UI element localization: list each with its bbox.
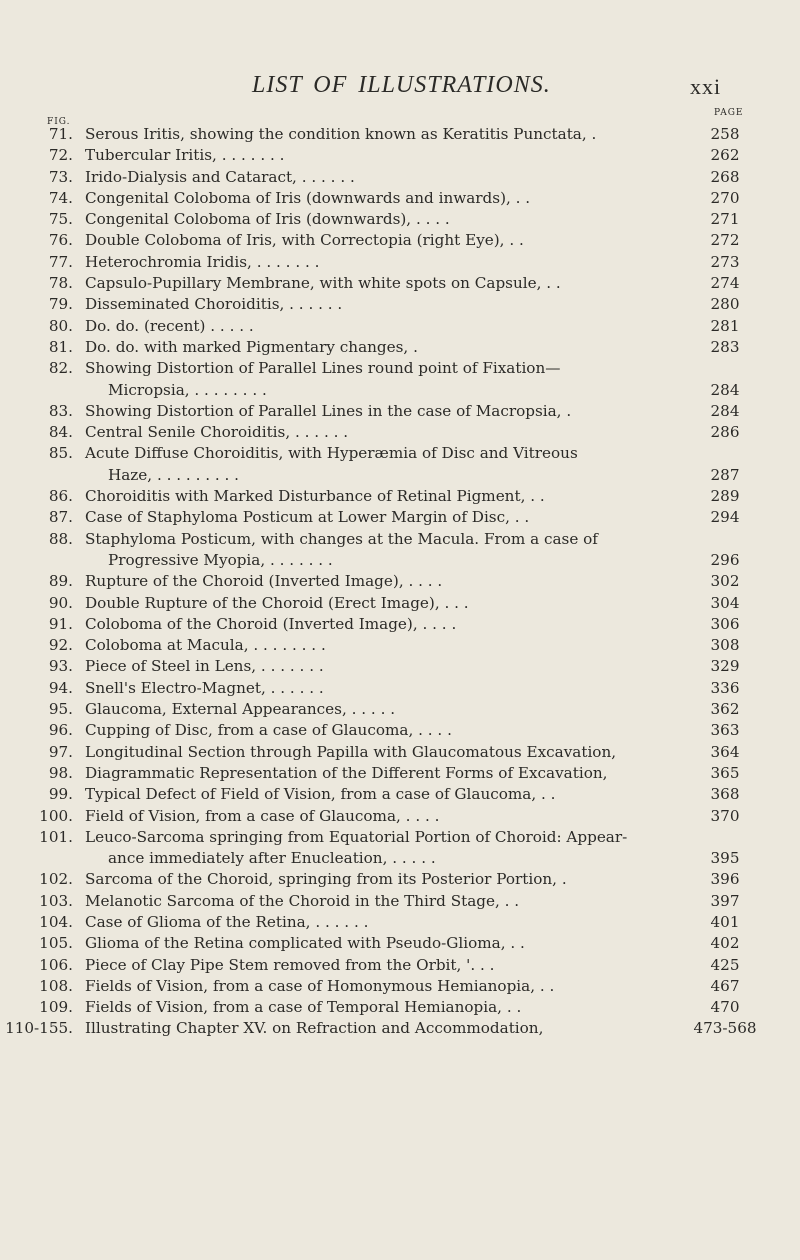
figure-number: 91.: [48, 614, 73, 633]
page-number: 467: [710, 976, 740, 995]
figure-number: 83.: [48, 401, 73, 420]
page-numeral: xxi: [690, 74, 722, 99]
figure-title: Longitudinal Section through Papilla with Glaucomatous Excavation,: [85, 742, 617, 761]
figure-number: 109.: [39, 998, 73, 1017]
figure-title: Disseminated Choroiditis, . . . . . .: [85, 295, 343, 314]
figure-title: Acute Diffuse Choroiditis, with Hyperæmia of Disc and Vitreous: [85, 444, 578, 463]
page-number: 336: [710, 678, 740, 697]
list-item: [0, 635, 800, 656]
figure-title: Serous Iritis, showing the condition known as Keratitis Punctata, .: [85, 125, 597, 143]
figure-title: Field of Vision, from a case of Glaucoma, . . . .: [85, 806, 440, 825]
figure-number: 100.: [39, 806, 73, 825]
list-item: [0, 763, 800, 784]
figure-title: Glioma of the Retina complicated with Pseudo-Glioma, . .: [85, 934, 525, 953]
figure-number: 75.: [48, 210, 73, 229]
page-number: 473-568: [693, 1019, 757, 1038]
page-number: 397: [710, 891, 740, 910]
figure-number: 87.: [48, 508, 73, 527]
figure-number: 108.: [39, 976, 73, 995]
page-number: 284: [710, 380, 740, 399]
figure-number: 97.: [48, 742, 73, 761]
page-number: 302: [710, 572, 740, 591]
figure-title: Leuco-Sarcoma springing from Equatorial Portion of Choroid: Appear-: [85, 827, 628, 846]
figure-number: 106.: [39, 955, 73, 974]
page-number: 258: [710, 125, 740, 143]
list-item: [0, 167, 800, 188]
figure-title: Double Coloboma of Iris, with Correctopia (right Eye), . .: [85, 231, 524, 250]
figure-number: 101.: [39, 827, 73, 846]
figure-title: Coloboma of the Choroid (Inverted Image), . . . .: [85, 614, 457, 633]
figure-number: 78.: [48, 274, 73, 293]
page-number: 401: [710, 912, 740, 931]
list-item-continuation: [0, 380, 800, 401]
figure-title: Case of Glioma of the Retina, . . . . . .: [85, 912, 369, 931]
list-item: [0, 593, 800, 614]
fig-column-heading: FIG.: [47, 117, 71, 127]
figure-title: Do. do. (recent) . . . . .: [85, 316, 254, 335]
page-number: 268: [710, 167, 740, 186]
page-number: 280: [710, 295, 740, 314]
figure-number: 96.: [48, 721, 73, 740]
page-number: 425: [710, 955, 740, 974]
page-number: 304: [710, 593, 740, 612]
page-number: 289: [710, 487, 740, 506]
figure-title: Choroiditis with Marked Disturbance of Retinal Pigment, . .: [85, 487, 545, 506]
figure-number: 80.: [48, 316, 73, 335]
figure-number: 84.: [48, 423, 73, 442]
page-number: 271: [710, 210, 740, 229]
figure-number: 90.: [48, 593, 73, 612]
figure-title: Double Rupture of the Choroid (Erect Image), . . .: [85, 593, 469, 612]
figure-number: 104.: [39, 912, 73, 931]
figure-number: 89.: [48, 572, 73, 591]
figure-number: 92.: [48, 636, 73, 655]
page-title: LIST OF ILLUSTRATIONS.: [252, 72, 551, 98]
page-column-heading: PAGE: [714, 108, 744, 118]
list-item: [0, 955, 800, 976]
figure-title: Case of Staphyloma Posticum at Lower Margin of Disc, . .: [85, 508, 530, 527]
list-item: [0, 806, 800, 827]
figure-title: Coloboma at Macula, . . . . . . . .: [85, 636, 326, 655]
page-number: 368: [710, 785, 740, 804]
figure-title: Fields of Vision, from a case of Homonymous Hemianopia, . .: [85, 976, 555, 995]
figure-title: Staphyloma Posticum, with changes at the Macula. From a case of: [85, 529, 598, 548]
figure-title: Do. do. with marked Pigmentary changes, .: [85, 337, 418, 356]
list-item: [0, 316, 800, 337]
figure-title: Melanotic Sarcoma of the Choroid in the Third Stage, . .: [85, 891, 520, 910]
page-number: 283: [710, 337, 740, 356]
page-number: 470: [710, 998, 740, 1017]
list-item-continuation: [0, 465, 800, 486]
figure-number: 95.: [48, 700, 73, 719]
list-item: [0, 230, 800, 251]
list-item: [0, 188, 800, 209]
figure-title: Typical Defect of Field of Vision, from a case of Glaucoma, . .: [85, 785, 556, 804]
figure-number: 72.: [48, 146, 73, 165]
page-number: 287: [710, 465, 740, 484]
list-item-continuation: [0, 550, 800, 571]
page-number: 329: [710, 657, 740, 676]
figure-title-continuation: Haze, . . . . . . . . .: [108, 465, 240, 484]
figure-number: 98.: [48, 763, 73, 782]
figure-title: Illustrating Chapter XV. on Refraction and Accommodation,: [85, 1019, 544, 1038]
figure-number: 103.: [39, 891, 73, 910]
figure-number: 94.: [48, 678, 73, 697]
list-item: [0, 252, 800, 273]
figure-title: Piece of Clay Pipe Stem removed from the Orbit, '. . .: [85, 955, 495, 974]
page-number: 294: [710, 508, 740, 527]
list-item: [0, 720, 800, 741]
list-item: [0, 486, 800, 507]
illustrations-list: [0, 124, 800, 1040]
page-number: 262: [710, 146, 740, 165]
figure-title-continuation: Progressive Myopia, . . . . . . .: [108, 550, 333, 569]
figure-title: Snell's Electro-Magnet, . . . . . .: [85, 678, 324, 697]
figure-number: 81.: [48, 337, 73, 356]
figure-number: 85.: [48, 444, 73, 463]
list-item: [0, 294, 800, 315]
figure-number: 93.: [48, 657, 73, 676]
page-number: 296: [710, 550, 740, 569]
page-number: 395: [710, 849, 740, 868]
page-number: 270: [710, 188, 740, 207]
page-number: 365: [710, 763, 740, 782]
list-item: [0, 401, 800, 422]
page-number: 284: [710, 401, 740, 420]
figure-number: 102.: [39, 870, 73, 889]
list-item: [0, 891, 800, 912]
figure-title: Showing Distortion of Parallel Lines round point of Fixation—: [85, 359, 561, 378]
figure-number: 110-155.: [5, 1019, 73, 1038]
figure-number: 74.: [48, 188, 73, 207]
list-item: [0, 443, 800, 464]
figure-title-continuation: ance immediately after Enucleation, . . . . .: [108, 849, 436, 868]
list-item: [0, 273, 800, 294]
page-number: 308: [710, 636, 740, 655]
page-number: 362: [710, 700, 740, 719]
page-number: 272: [710, 231, 740, 250]
page-number: 286: [710, 423, 740, 442]
page-header: [0, 72, 800, 102]
figure-number: 71.: [48, 125, 73, 143]
figure-number: 105.: [39, 934, 73, 953]
figure-title: Congenital Coloboma of Iris (downwards), . . . .: [85, 210, 450, 229]
list-item: [0, 827, 800, 848]
list-item: [0, 358, 800, 379]
page-number: 306: [710, 614, 740, 633]
figure-title: Fields of Vision, from a case of Temporal Hemianopia, . .: [85, 998, 522, 1017]
list-item: [0, 656, 800, 677]
page-number: 364: [710, 742, 740, 761]
list-item: [0, 529, 800, 550]
figure-number: 82.: [48, 359, 73, 378]
list-item: [0, 912, 800, 933]
list-item: [0, 699, 800, 720]
list-item: [0, 742, 800, 763]
list-item: [0, 1018, 800, 1039]
list-item: [0, 784, 800, 805]
list-item: [0, 507, 800, 528]
list-item: [0, 571, 800, 592]
list-item: [0, 997, 800, 1018]
figure-title: Showing Distortion of Parallel Lines in the case of Macropsia, .: [85, 401, 572, 420]
figure-number: 76.: [48, 231, 73, 250]
figure-title: Capsulo-Pupillary Membrane, with white spots on Capsule, . .: [85, 274, 561, 293]
figure-number: 88.: [48, 529, 73, 548]
figure-title: Diagrammatic Representation of the Different Forms of Excavation,: [85, 763, 608, 782]
page-number: 273: [710, 252, 740, 271]
list-item: [0, 678, 800, 699]
figure-title: Rupture of the Choroid (Inverted Image), . . . .: [85, 572, 443, 591]
figure-title: Cupping of Disc, from a case of Glaucoma, . . . .: [85, 721, 452, 740]
figure-title: Sarcoma of the Choroid, springing from its Posterior Portion, .: [85, 870, 567, 889]
list-item: [0, 124, 800, 145]
figure-title-continuation: Micropsia, . . . . . . . .: [108, 380, 267, 399]
list-item: [0, 933, 800, 954]
figure-title: Irido-Dialysis and Cataract, . . . . . .: [85, 167, 355, 186]
list-item: [0, 976, 800, 997]
list-item: [0, 614, 800, 635]
figure-number: 73.: [48, 167, 73, 186]
figure-number: 99.: [48, 785, 73, 804]
figure-title: Tubercular Iritis, . . . . . . .: [85, 146, 285, 165]
figure-title: Heterochromia Iridis, . . . . . . .: [85, 252, 320, 271]
page-number: 402: [710, 934, 740, 953]
figure-number: 79.: [48, 295, 73, 314]
page-number: 274: [710, 274, 740, 293]
figure-title: Piece of Steel in Lens, . . . . . . .: [85, 657, 324, 676]
list-item: [0, 145, 800, 166]
list-item: [0, 869, 800, 890]
page-number: 363: [710, 721, 740, 740]
page-number: 370: [710, 806, 740, 825]
figure-title: Central Senile Choroiditis, . . . . . .: [85, 423, 349, 442]
figure-number: 86.: [48, 487, 73, 506]
list-item: [0, 337, 800, 358]
figure-title: Glaucoma, External Appearances, . . . . .: [85, 700, 396, 719]
figure-number: 77.: [48, 252, 73, 271]
page-number: 281: [710, 316, 740, 335]
list-item-continuation: [0, 848, 800, 869]
list-item: [0, 422, 800, 443]
list-item: [0, 209, 800, 230]
page-number: 396: [710, 870, 740, 889]
figure-title: Congenital Coloboma of Iris (downwards and inwards), . .: [85, 188, 531, 207]
